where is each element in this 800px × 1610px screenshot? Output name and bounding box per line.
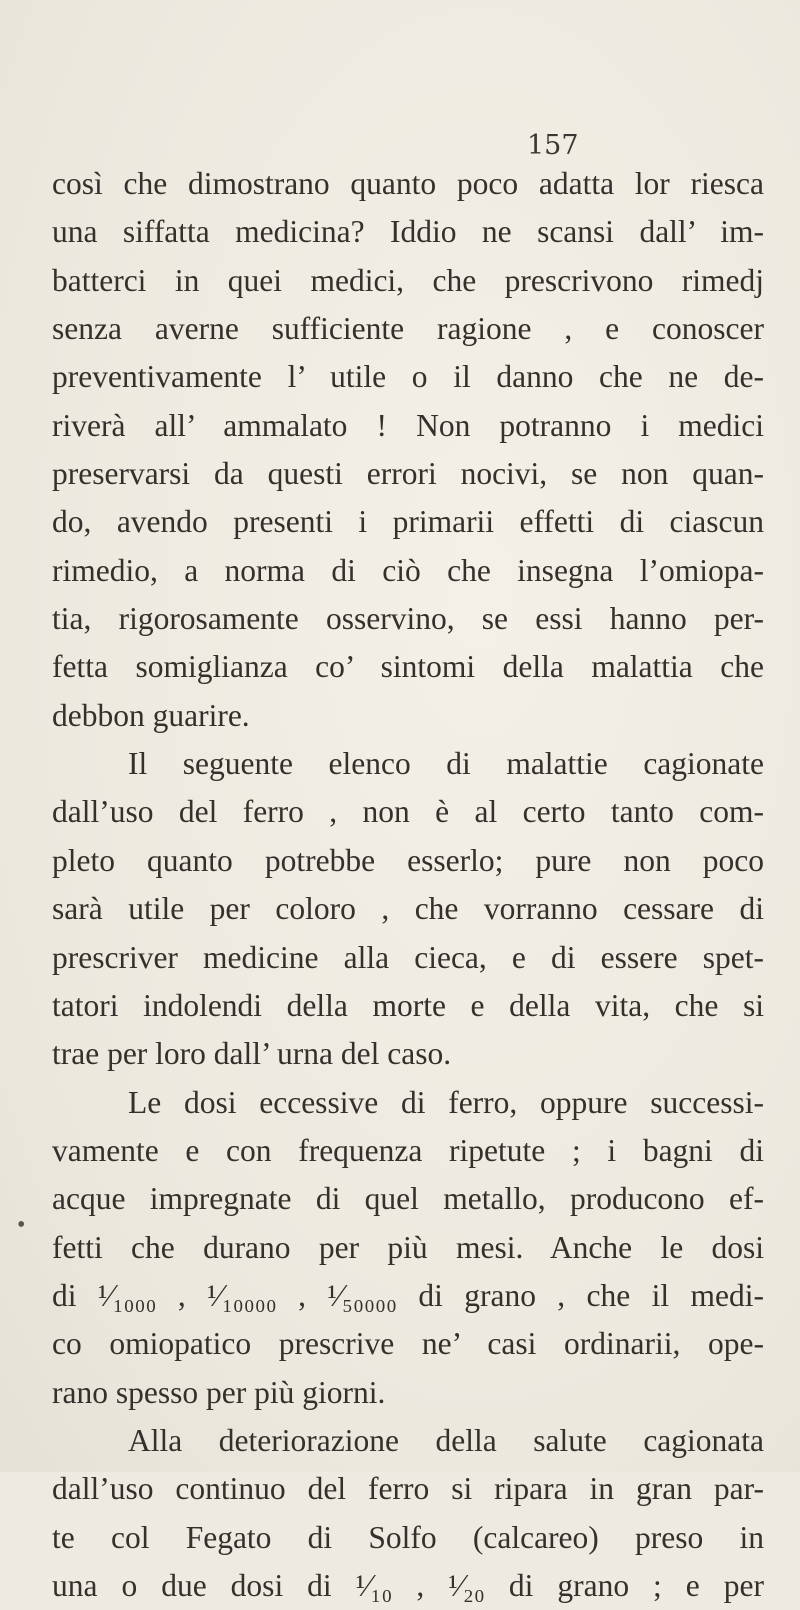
text-line: così che dimostrano quanto poco adatta lor riesca	[52, 166, 764, 201]
text-line: co omiopatico prescrive ne’ casi ordinarii, ope-	[52, 1326, 764, 1362]
text-line: tatori indolendi della morte e della vita, che si	[52, 987, 764, 1023]
text-line: do, avendo presenti i primarii effetti di ciascun	[52, 504, 764, 540]
text-line: pleto quanto potrebbe esserlo; pure non poco	[52, 842, 764, 878]
text-line: rimedio, a norma di ciò che insegna l’omiopa-	[52, 552, 764, 588]
text-line: fetta somiglianza co’ sintomi della malattia che	[52, 649, 764, 685]
text-line: prescriver medicine alla cieca, e di essere spet-	[52, 939, 764, 975]
text-line: di ¹⁄₁₀₀₀ , ¹⁄₁₀₀₀₀ , ¹⁄₅₀₀₀₀ di grano , che il medi-	[52, 1277, 764, 1313]
text-line: senza averne sufficiente ragione , e conoscer	[52, 311, 764, 347]
text-line: dall’uso del ferro , non è al certo tanto com-	[52, 794, 764, 830]
text-line: debbon guarire.	[52, 697, 250, 733]
text-line: Alla deteriorazione della salute cagionata	[128, 1422, 764, 1458]
text-line: Il seguente elenco di malattie cagionate	[128, 746, 764, 782]
text-line: preventivamente l’ utile o il danno che ne de-	[52, 359, 764, 395]
text-line: te col Fegato di Solfo (calcareo) preso in	[52, 1519, 764, 1555]
text-line: Le dosi eccessive di ferro, oppure successi-	[128, 1084, 764, 1120]
text-line: vamente e con frequenza ripetute ; i bagni di	[52, 1132, 764, 1168]
text-line: tia, rigorosamente osservino, se essi hanno per-	[52, 601, 764, 637]
text-line: sarà utile per coloro , che vorranno cessare di	[52, 891, 764, 927]
text-line: riverà all’ ammalato ! Non potranno i medici	[52, 407, 764, 443]
text-line: rano spesso per più giorni.	[52, 1374, 386, 1410]
text-line: acque impregnate di quel metallo, producono ef-	[52, 1181, 764, 1217]
margin-mark: •	[17, 1212, 26, 1238]
text-line: preservarsi da questi errori nocivi, se non quan-	[52, 456, 764, 492]
text-line: una siffatta medicina? Iddio ne scansi dall’ im-	[52, 214, 764, 250]
text-line: trae per loro dall’ urna del caso.	[52, 1036, 452, 1072]
text-line: fetti che durano per più mesi. Anche le dosi	[52, 1229, 764, 1265]
text-line: batterci in quei medici, che prescrivono rimedj	[52, 262, 764, 298]
text-line: una o due dosi di ¹⁄₁₀ , ¹⁄₂₀ di grano ; e per	[52, 1567, 764, 1603]
text-line: dall’uso continuo del ferro si ripara in gran par-	[52, 1471, 764, 1507]
page-number: 157	[527, 130, 579, 161]
body-text	[52, 160, 764, 1610]
